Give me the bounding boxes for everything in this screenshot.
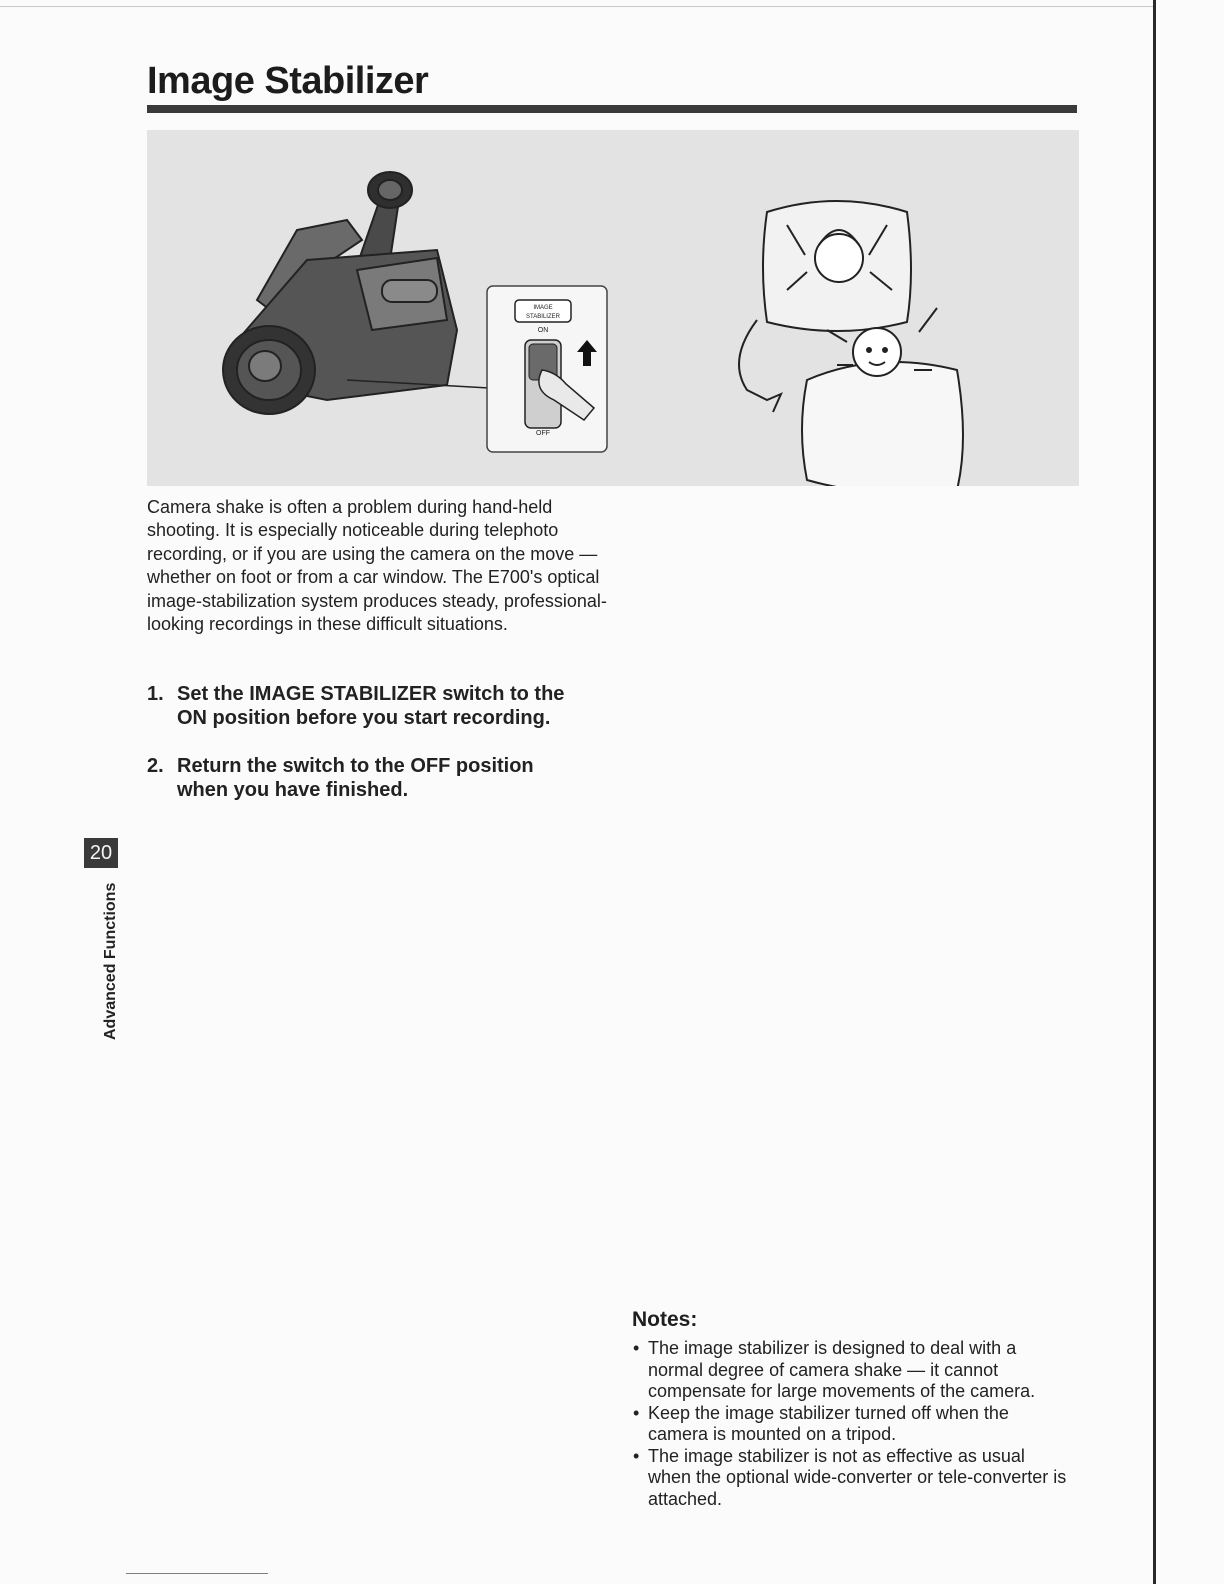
switch-inset — [487, 286, 607, 452]
switch-label-line1: IMAGE — [533, 305, 553, 311]
intro-paragraph: Camera shake is often a problem during hand-held shooting. It is especially noticeable during telephoto recording, or if you are using the camera on the move — whether on foot or from a car window. The E700's optical image-stabilization system produces steady, professional-looking recordings in these difficult situations. — [147, 497, 607, 635]
bottom-rule — [126, 1573, 268, 1574]
shake-comparison-drawing — [739, 201, 963, 486]
note-item: • Keep the image stabilizer turned off when the camera is mounted on a tripod. — [632, 1403, 1072, 1446]
step-number: 1. — [147, 683, 164, 705]
notes-section — [632, 1308, 1072, 1510]
notes-title: Notes: — [632, 1308, 698, 1331]
note-item: • The image stabilizer is designed to deal with a normal degree of camera shake — it cannot compensate for large movements of the camera. — [632, 1338, 1072, 1403]
step-text: Return the switch to the OFF position when you have finished. — [177, 755, 534, 801]
section-side-label: Advanced Functions — [102, 882, 119, 1040]
camcorder-drawing — [223, 172, 489, 414]
note-item: • The image stabilizer is not as effective as usual when the optional wide-converter or tele-converter is attached. — [632, 1446, 1072, 1511]
page-edge — [1153, 0, 1156, 1584]
switch-off-label: OFF — [536, 430, 550, 437]
top-rule — [0, 6, 1155, 7]
switch-label-line2: STABILIZER — [526, 314, 560, 320]
notes-list — [632, 1338, 1072, 1510]
step-number: 2. — [147, 755, 164, 777]
step-text: Set the IMAGE STABILIZER switch to the ON position before you start recording. — [177, 683, 565, 729]
switch-on-label: ON — [537, 327, 549, 334]
page-number-tab: 20 — [84, 838, 118, 868]
page-title: Image Stabilizer — [147, 60, 429, 102]
step-item — [147, 682, 587, 730]
steps-list — [147, 682, 587, 802]
illustration-panel — [147, 130, 1079, 486]
step-item — [147, 754, 587, 802]
illustration-graphic — [147, 130, 1079, 486]
title-rule — [147, 105, 1077, 113]
